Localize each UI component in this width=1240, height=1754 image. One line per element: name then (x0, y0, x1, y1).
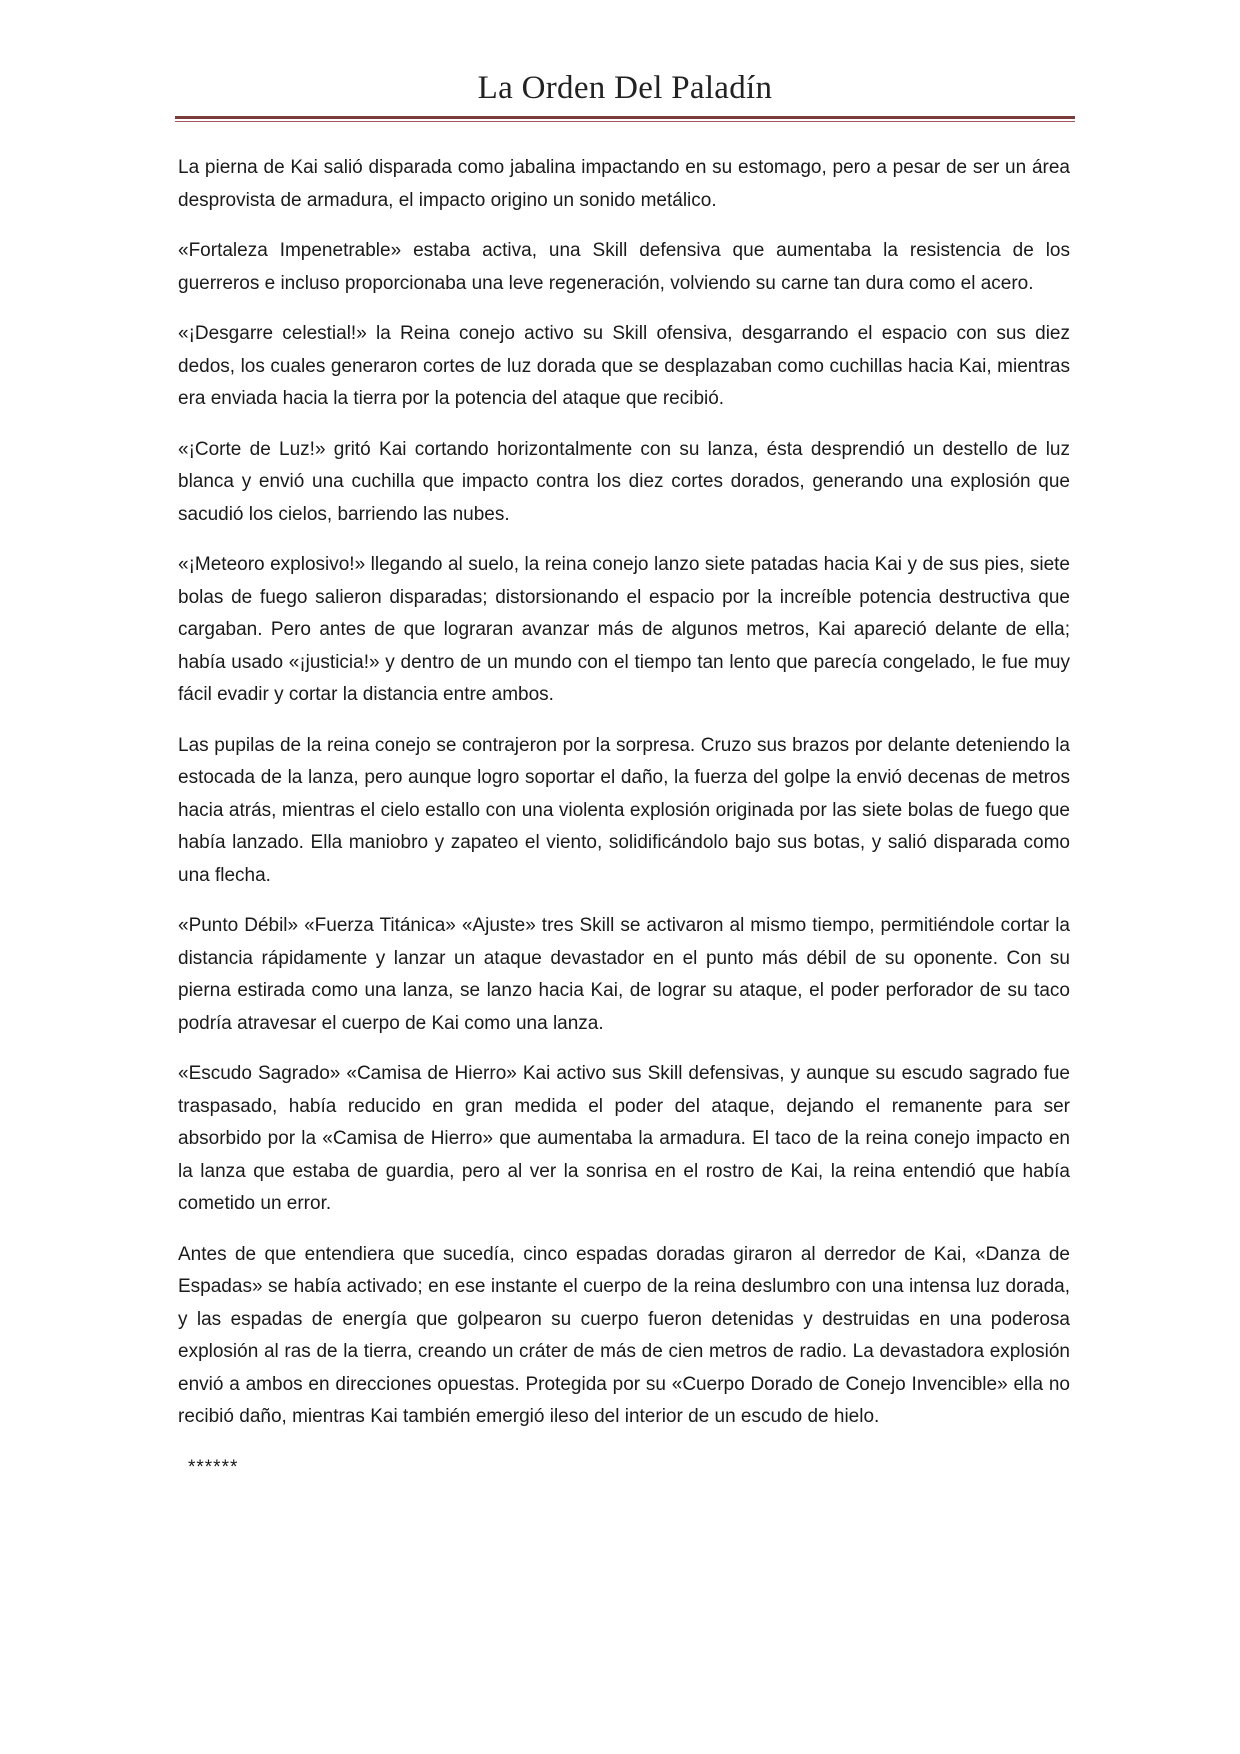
paragraph: «¡Corte de Luz!» gritó Kai cortando horizontalmente con su lanza, ésta desprendió un destello de luz blanca y envió una cuchilla que impacto contra los diez cortes dorados, generando una explosión que sacudió los cielos, barriendo las nubes. (178, 438, 1070, 525)
paragraph: Antes de que entendiera que sucedía, cinco espadas doradas giraron al derredor de Kai, «Danza de Espadas» se había activado; en ese instante el cuerpo de la reina deslumbro con una intensa luz dorada, y las espadas de energía que golpearon su cuerpo fueron detenidas y destruidas en una poderosa explosión al ras de la tierra, creando un cráter de más de cien metros de radio. La devastadora explosión envió a ambos en direcciones opuestas. Protegida por su «Cuerpo Dorado de Conejo Invencible» ella no recibió daño, mientras Kai también emergió ileso del interior de un escudo de hielo. (178, 1243, 1070, 1427)
paragraph: «Fortaleza Impenetrable» estaba activa, una Skill defensiva que aumentaba la resistencia de los guerreros e incluso proporcionaba una leve regeneración, volviendo su carne tan dura como el acero. (178, 240, 1070, 294)
paragraph: Las pupilas de la reina conejo se contrajeron por la sorpresa. Cruzo sus brazos por delante deteniendo la estocada de la lanza, pero aunque logro soportar el daño, la fuerza del golpe la envió decenas de metros hacia atrás, mientras el cielo estallo con una violenta explosión originada por las siete bolas de fuego que había lanzado. Ella maniobro y zapateo el viento, solidificándolo bajo sus botas, y salió disparada como una flecha. (178, 734, 1070, 886)
paragraph: «Punto Débil» «Fuerza Titánica» «Ajuste» tres Skill se activaron al mismo tiempo, permitiéndole cortar la distancia rápidamente y lanzar un ataque devastador en el punto más débil de su oponente. Con su pierna estirada como una lanza, se lanzo hacia Kai, de lograr su ataque, el poder perforador de su taco podría atravesar el cuerpo de Kai como una lanza. (178, 915, 1070, 1034)
page-header (175, 68, 1075, 108)
paragraph: La pierna de Kai salió disparada como jabalina impactando en su estomago, pero a pesar de ser un área desprovista de armadura, el impacto origino un sonido metálico. (178, 157, 1070, 211)
body-text (178, 152, 1070, 1502)
paragraph: «Escudo Sagrado» «Camisa de Hierro» Kai activo sus Skill defensivas, y aunque su escudo sagrado fue traspasado, había reducido en gran medida el poder del ataque, dejando el remanente para ser absorbido por la «Camisa de Hierro» que aumentaba la armadura. El taco de la reina conejo impacto en la lanza que estaba de guardia, pero al ver la sonrisa en el rostro de Kai, la reina entendió que había cometido un error. (178, 1063, 1070, 1214)
paragraph: «¡Meteoro explosivo!» llegando al suelo, la reina conejo lanzo siete patadas hacia Kai y de sus pies, siete bolas de fuego salieron disparadas; distorsionando el espacio por la increíble potencia destructiva que cargaban. Pero antes de que lograran avanzar más de algunos metros, Kai apareció delante de ella; había usado «¡justicia!» y dentro de un mundo con el tiempo tan lento que parecía congelado, le fue muy fácil evadir y cortar la distancia entre ambos. (178, 554, 1070, 705)
paragraph: «¡Desgarre celestial!» la Reina conejo activo su Skill ofensiva, desgarrando el espacio con sus diez dedos, los cuales generaron cortes de luz dorada que se desplazaban como cuchillas hacia Kai, mientras era enviada hacia la tierra por la potencia del ataque que recibió. (178, 323, 1070, 409)
section-separator: ****** (188, 1456, 239, 1478)
header-rule-thick (175, 116, 1075, 119)
header-rule-thin (175, 121, 1075, 122)
page-title: La Orden Del Paladín (477, 70, 773, 106)
